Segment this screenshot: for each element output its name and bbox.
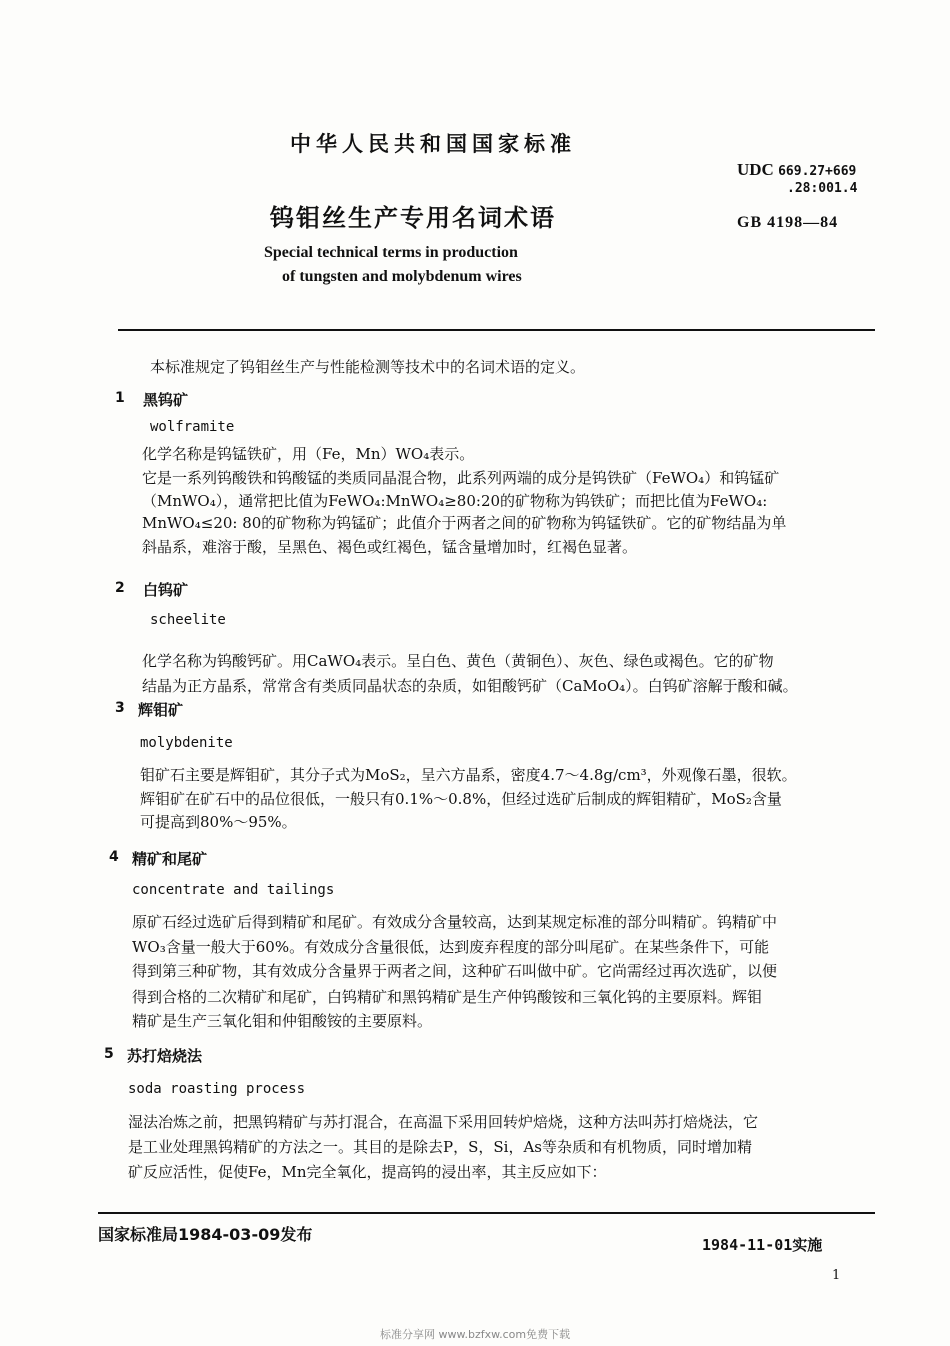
term-en: molybdenite: [140, 735, 233, 751]
definition-line: 得到第三种矿物，其有效成分含量界于两者之间，这种矿石叫做中矿。它尚需经过再次选矿，以便: [132, 962, 778, 980]
watermark: 标准分享网 www.bzfxw.com免费下载: [380, 1328, 571, 1341]
section-title: 辉钼矿: [138, 701, 184, 719]
national-standard-heading: 中华人民共和国国家标准: [290, 132, 576, 156]
definition-line: 辉钼矿在矿石中的品位很低，一般只有0.1%～0.8%，但经过选矿后制成的辉钼精矿，MoS₂含量: [140, 790, 782, 808]
section-title: 白钨矿: [143, 581, 189, 599]
definition-line: 它是一系列钨酸铁和钨酸锰的类质同晶混合物，此系列两端的成分是钨铁矿（FeWO₄）和钨锰矿: [142, 469, 780, 487]
definition-line: MnWO₄≤20: 80的矿物称为钨锰矿；此值介于两者之间的矿物称为钨锰铁矿。它的矿物结晶为单: [142, 514, 787, 532]
term-en: wolframite: [150, 419, 235, 435]
definition-line: （MnWO₄），通常把比值为FeWO₄:MnWO₄≥80:20的矿物称为钨铁矿；而把比值为FeWO₄:: [142, 492, 768, 510]
definition-line: 结晶为正方晶系，常常含有类质同晶状态的杂质，如钼酸钙矿（CaMoO₄）。白钨矿溶解于酸和碱。: [142, 677, 798, 695]
effective-date: 1984-11-01实施: [702, 1236, 823, 1254]
udc-number: 669.27+669: [778, 164, 857, 179]
definition-line: WO₃含量一般大于60%。有效成分含量很低，达到废弃程度的部分叫尾矿。在某些条件下，可能: [132, 938, 770, 956]
section-title: 苏打焙烧法: [127, 1047, 203, 1065]
gb-number: GB 4198—84: [737, 214, 839, 231]
definition-line: 斜晶系，难溶于酸，呈黑色、褐色或红褐色，锰含量增加时，红褐色显著。: [142, 538, 638, 556]
section-number: 5: [104, 1046, 114, 1062]
document-title-en-line1: Special technical terms in production: [264, 244, 518, 261]
definition-line: 湿法冶炼之前，把黑钨精矿与苏打混合，在高温下采用回转炉焙烧，这种方法叫苏打焙烧法，它: [128, 1113, 759, 1131]
document-title-en-line2: of tungsten and molybdenum wires: [282, 268, 522, 285]
definition-line: 化学名称是钨锰铁矿，用（Fe，Mn）WO₄表示。: [142, 445, 475, 463]
udc-label: UDC: [737, 160, 774, 179]
section-number: 2: [115, 580, 125, 596]
udc-number-cont: .28:001.4: [787, 181, 858, 196]
document-title-cn: 钨钼丝生产专用名词术语: [270, 204, 556, 232]
definition-line: 是工业处理黑钨精矿的方法之一。其目的是除去P，S，Si，As等杂质和有机物质，同时增加精: [128, 1138, 752, 1156]
udc-code: [737, 160, 856, 180]
definition-line: 精矿是生产三氧化钼和仲钼酸铵的主要原料。: [132, 1012, 433, 1030]
definition-line: 原矿石经过选矿后得到精矿和尾矿。有效成分含量较高，达到某规定标准的部分叫精矿。钨精矿中: [132, 913, 778, 931]
footer-divider: [98, 1212, 875, 1214]
term-en: soda roasting process: [128, 1081, 306, 1097]
page-number: 1: [832, 1268, 841, 1283]
definition-line: 矿反应活性，促使Fe，Mn完全氧化，提高钨的浸出率，其主反应如下：: [128, 1163, 607, 1181]
definition-line: 可提高到80%～95%。: [140, 813, 297, 831]
section-number: 4: [109, 849, 119, 865]
intro-paragraph: 本标准规定了钨钼丝生产与性能检测等技术中的名词术语的定义。: [150, 358, 586, 376]
section-number: 3: [115, 700, 125, 716]
header-divider: [118, 329, 875, 331]
section-title: 精矿和尾矿: [132, 850, 208, 868]
issue-date: 国家标准局1984-03-09发布: [98, 1225, 313, 1244]
section-title: 黑钨矿: [143, 391, 189, 409]
term-en: scheelite: [150, 612, 226, 628]
definition-line: 得到合格的二次精矿和尾矿，白钨精矿和黑钨精矿是生产仲钨酸铵和三氧化钨的主要原料。辉钼: [132, 988, 763, 1006]
section-number: 1: [115, 390, 125, 406]
term-en: concentrate and tailings: [132, 882, 335, 898]
definition-line: 钼矿石主要是辉钼矿，其分子式为MoS₂，呈六方晶系，密度4.7～4.8g/cm³，外观像石墨，很软。: [140, 766, 797, 784]
definition-line: 化学名称为钨酸钙矿。用CaWO₄表示。呈白色、黄色（黄铜色）、灰色、绿色或褐色。它的矿物: [142, 652, 774, 670]
